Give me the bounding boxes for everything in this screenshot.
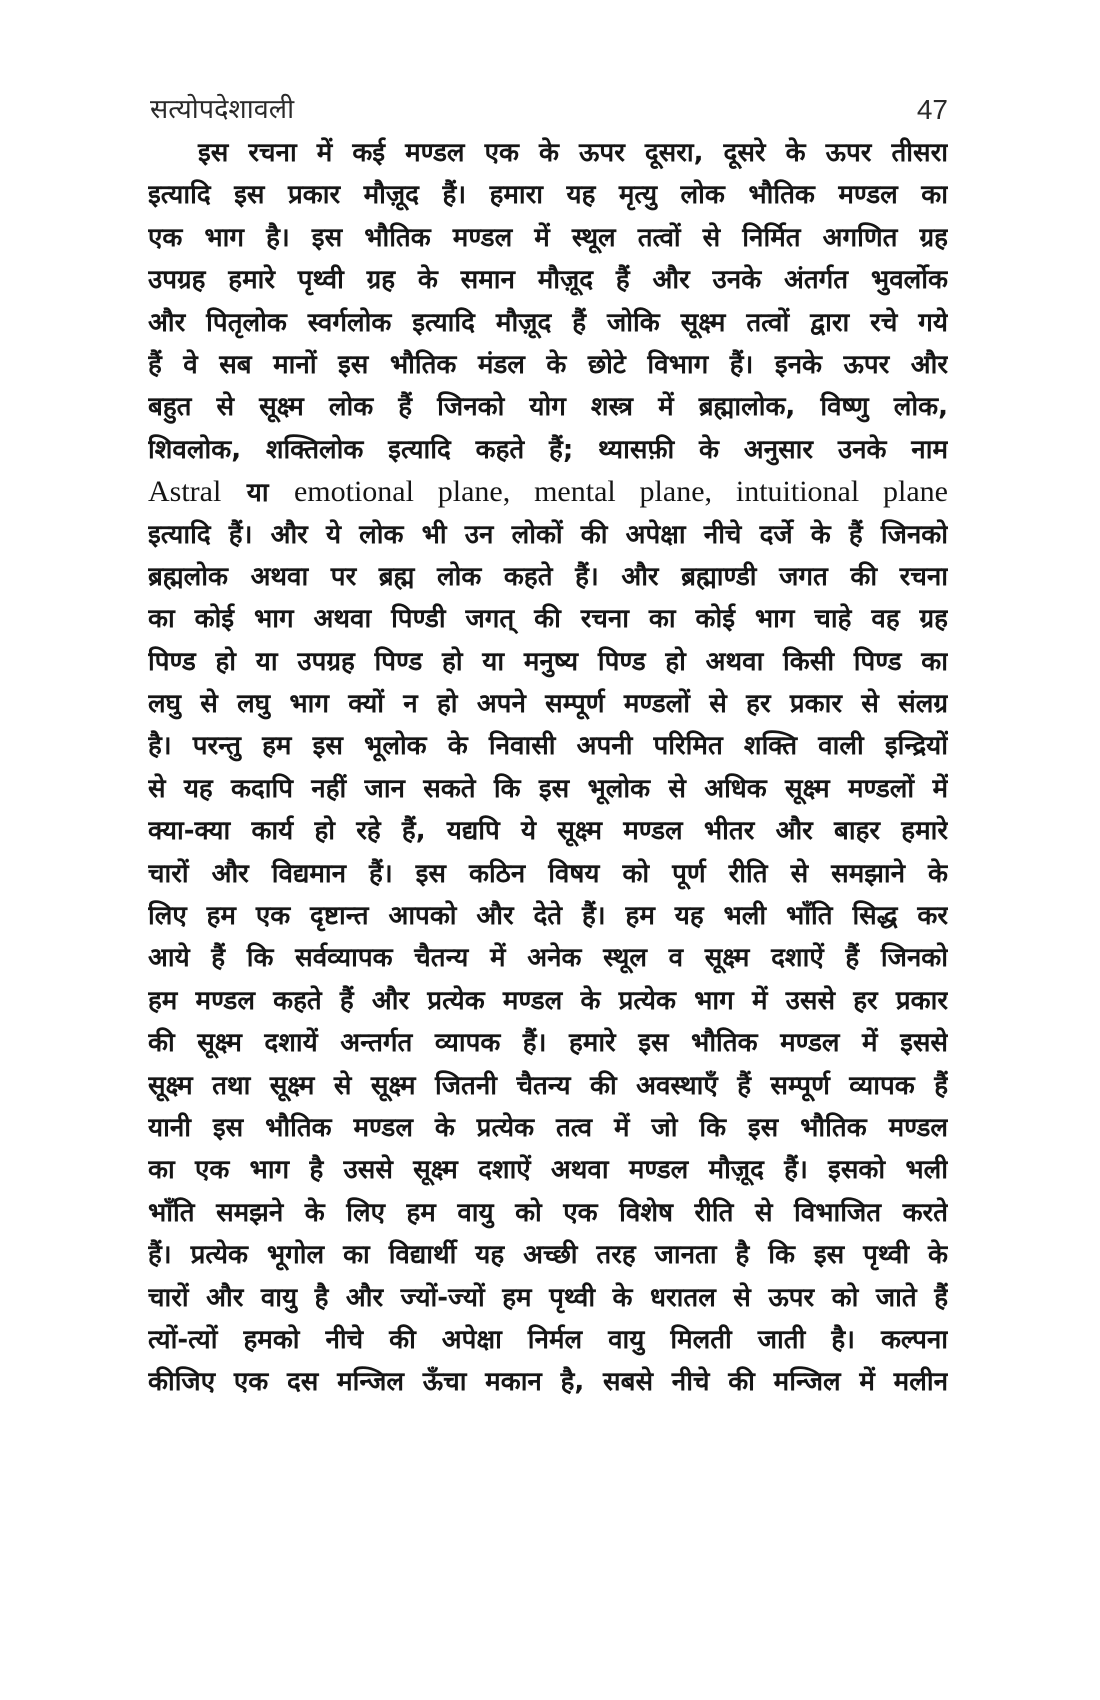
text-line-mixed bbox=[148, 471, 948, 513]
latin-text: Astral bbox=[148, 475, 222, 509]
text-line: इत्यादि हैं। और ये लोक भी उन लोकों की अपेक्षा नीचे दर्जे के हैं जिनको bbox=[148, 519, 948, 550]
text-line: की सूक्ष्म दशायें अन्तर्गत व्यापक हैं। हमारे इस भौतिक मण्डल में इससे bbox=[148, 1028, 948, 1059]
text-line: क्या-क्या कार्य हो रहे हैं, यद्यपि ये सूक्ष्म मण्डल भीतर और बाहर हमारे bbox=[148, 816, 948, 847]
running-title: सत्योपदेशावली bbox=[150, 94, 295, 125]
page-number: 47 bbox=[916, 94, 948, 125]
text-line: का एक भाग है उससे सूक्ष्म दशाऐं अथवा मण्डल मौज़ूद हैं। इसको भली bbox=[148, 1155, 948, 1186]
body-paragraph bbox=[148, 132, 948, 1404]
text-line: ब्रह्मलोक अथवा पर ब्रह्म लोक कहते हैं। और ब्रह्माण्डी जगत की रचना bbox=[148, 561, 948, 592]
text-line: चारों और विद्यमान हैं। इस कठिन विषय को पूर्ण रीति से समझाने के bbox=[148, 858, 948, 889]
text-line: हैं वे सब मानों इस भौतिक मंडल के छोटे विभाग हैं। इनके ऊपर और bbox=[148, 349, 948, 380]
text-line: लघु से लघु भाग क्यों न हो अपने सम्पूर्ण मण्डलों से हर प्रकार से संलग्र bbox=[148, 689, 948, 720]
text-line: उपग्रह हमारे पृथ्वी ग्रह के समान मौज़ूद हैं और उनके अंतर्गत भुवर्लोक bbox=[148, 265, 948, 296]
text-line: यानी इस भौतिक मण्डल के प्रत्येक तत्व में जो कि इस भौतिक मण्डल bbox=[148, 1112, 948, 1143]
text-line: से यह कदापि नहीं जान सकते कि इस भूलोक से अधिक सूक्ष्म मण्डलों में bbox=[148, 773, 948, 804]
text-line: हम मण्डल कहते हैं और प्रत्येक मण्डल के प्रत्येक भाग में उससे हर प्रकार bbox=[148, 985, 948, 1016]
text-line: हैं। प्रत्येक भूगोल का विद्यार्थी यह अच्छी तरह जानता है कि इस पृथ्वी के bbox=[148, 1240, 948, 1271]
text-line: भाँति समझने के लिए हम वायु को एक विशेष रीति से विभाजित करते bbox=[148, 1197, 948, 1228]
text-line: चारों और वायु है और ज्यों-ज्यों हम पृथ्वी के धरातल से ऊपर को जाते हैं bbox=[148, 1282, 948, 1313]
text-line: कीजिए एक दस मन्जिल ऊँचा मकान है, सबसे नीचे की मन्जिल में मलीन bbox=[148, 1367, 948, 1398]
latin-text: emotional plane, mental plane, intuitional plane bbox=[293, 475, 948, 509]
text-line: का कोई भाग अथवा पिण्डी जगत् की रचना का कोई भाग चाहे वह ग्रह bbox=[148, 604, 948, 635]
text-line: पिण्ड हो या उपग्रह पिण्ड हो या मनुष्य पिण्ड हो अथवा किसी पिण्ड का bbox=[148, 646, 948, 677]
text-line: सूक्ष्म तथा सूक्ष्म से सूक्ष्म जितनी चैतन्य की अवस्थाएँ हैं सम्पूर्ण व्यापक हैं bbox=[148, 1070, 948, 1101]
text-line: शिवलोक, शक्तिलोक इत्यादि कहते हैं; थ्यासफ़ी के अनुसार उनके नाम bbox=[148, 434, 948, 465]
devanagari-text: या bbox=[246, 478, 269, 509]
text-line: एक भाग है। इस भौतिक मण्डल में स्थूल तत्वों से निर्मित अगणित ग्रह bbox=[148, 222, 948, 253]
text-line: त्यों-त्यों हमको नीचे की अपेक्षा निर्मल वायु मिलती जाती है। कल्पना bbox=[148, 1324, 948, 1355]
text-line: इत्यादि इस प्रकार मौज़ूद हैं। हमारा यह मृत्यु लोक भौतिक मण्डल का bbox=[148, 180, 948, 211]
text-line: आये हैं कि सर्वव्यापक चैतन्य में अनेक स्थूल व सूक्ष्म दशाऐं हैं जिनको bbox=[148, 943, 948, 974]
text-line: और पितृलोक स्वर्गलोक इत्यादि मौज़ूद हैं जोकि सूक्ष्म तत्वों द्वारा रचे गये bbox=[148, 307, 948, 338]
text-line: है। परन्तु हम इस भूलोक के निवासी अपनी परिमित शक्ति वाली इन्द्रियों bbox=[148, 731, 948, 762]
text-line: लिए हम एक दृष्टान्त आपको और देते हैं। हम यह भली भाँति सिद्ध कर bbox=[148, 901, 948, 932]
text-line: इस रचना में कई मण्डल एक के ऊपर दूसरा, दूसरे के ऊपर तीसरा bbox=[198, 138, 948, 168]
text-line: बहुत से सूक्ष्म लोक हैं जिनको योग शस्त्र में ब्रह्मालोक, विष्णु लोक, bbox=[148, 392, 948, 423]
running-header bbox=[150, 86, 948, 130]
